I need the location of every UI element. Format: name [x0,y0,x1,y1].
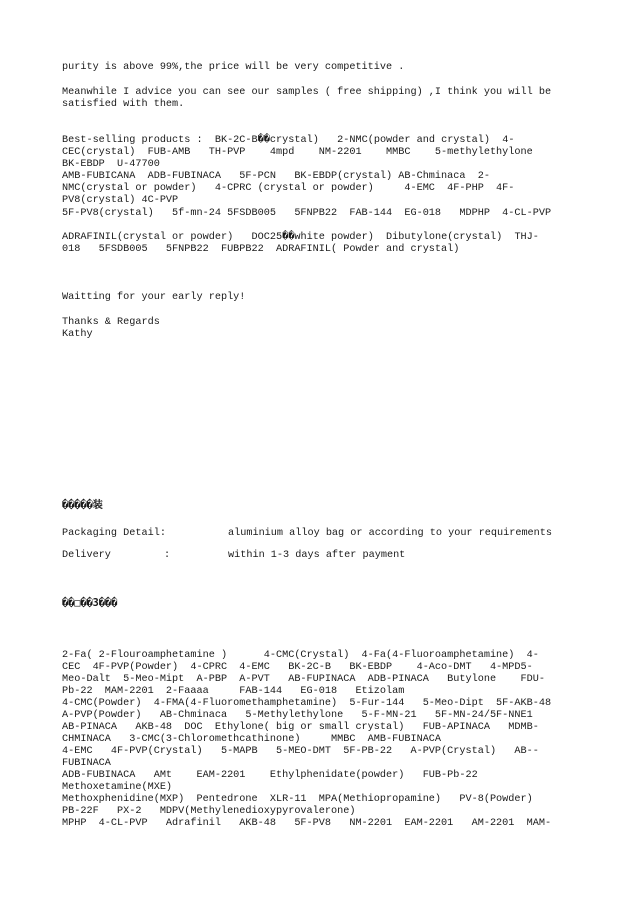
signature-name: Kathy [62,329,93,340]
delivery-label: Delivery [62,550,111,561]
best-selling-line: CEC(crystal) FUB-AMB TH-PVP 4mpd NM-2201 MMBC 5-methylethylone [62,147,533,158]
regards-line: Thanks & Regards [62,317,160,328]
product-line: PB-22F PX-2 MDPV(Methylenedioxypyrovalerone) [62,806,356,817]
delivery-value: within 1-3 days after payment [228,550,406,561]
samples-line-1: Meanwhile I advice you can see our samples ( free shipping) ,I think you will be [62,87,552,98]
purity-line: purity is above 99%,the price will be very competitive . [62,62,405,73]
product-line: 2-Fa( 2-Flouroamphetamine ) 4-CMC(Crystal) 4-Fa(4-Fluoroamphetamine) 4- [62,650,539,661]
best-selling-line: 018 5FSDB005 5FNPB22 FUBPB22 ADRAFINIL( Powder and crystal) [62,244,460,255]
packaging-value: aluminium alloy bag or according to your requirements [228,528,553,539]
product-line: 4-CMC(Powder) 4-FMA(4-Fluoromethamphetamine) 5-Fur-144 5-Meo-Dipt 5F-AKB-48 [62,698,552,709]
product-line: CHMINACA 3-CMC(3-Chloromethcathinone) MMBC AMB-FUBINACA [62,734,442,745]
best-selling-line: PV8(crystal) 4C-PVP [62,195,179,206]
best-selling-line: 5F-PV8(crystal) 5f-mn-24 5FSDB005 5FNPB22 FAB-144 EG-018 MDPHP 4-CL-PVP [62,208,552,219]
product-line: MPHP 4-CL-PVP Adrafinil AKB-48 5F-PV8 NM-2201 EAM-2201 AM-2201 MAM- [62,818,552,829]
packaging-label: Packaging Detail: [62,528,166,539]
product-line: AB-PINACA AKB-48 DOC Ethylone( big or small crystal) FUB-APINACA MDMB- [62,722,539,733]
product-line: ADB-FUBINACA AMt EAM-2201 Ethylphenidate(powder) FUB-Pb-22 [62,770,478,781]
product-line: A-PVP(Powder) AB-Chminaca 5-Methylethylone 5-F-MN-21 5F-MN-24/5F-NNE1 [62,710,533,721]
product-line: 4-EMC 4F-PVP(Crystal) 5-MAPB 5-MEO-DMT 5F-PB-22 A-PVP(Crystal) AB-- [62,746,539,757]
section-heading: �����装 [62,500,103,511]
product-line: Methoxetamine(MXE) [62,782,173,793]
best-selling-line: NMC(crystal or powder) 4-CPRC (crystal or powder) 4-EMC 4F-PHP 4F- [62,183,515,194]
product-line: CEC 4F-PVP(Powder) 4-CPRC 4-EMC BK-2C-B BK-EBDP 4-Aco-DMT 4-MPD5- [62,662,533,673]
product-line: FUBINACA [62,758,111,769]
best-selling-line: BK-EBDP U-47700 [62,159,160,170]
section-heading: ��□��3��� [62,598,118,609]
best-selling-line: AMB-FUBICANA ADB-FUBINACA 5F-PCN BK-EBDP(crystal) AB-Chminaca 2- [62,171,490,182]
product-line: Methoxphenidine(MXP) Pentedrone XLR-11 MPA(Methiopropamine) PV-8(Powder) [62,794,533,805]
delivery-colon: : [164,550,171,561]
samples-line-2: satisfied with them. [62,99,185,110]
best-selling-line: ADRAFINIL(crystal or powder) DOC25��white powder) Dibutylone(crystal) THJ- [62,232,539,243]
product-line: Meo-Dalt 5-Meo-Mipt A-PBP A-PVT AB-FUPINACA ADB-PINACA Butylone FDU- [62,674,545,685]
waiting-line: Waitting for your early reply! [62,292,246,303]
product-line: Pb-22 MAM-2201 2-Faaaa FAB-144 EG-018 Etizolam [62,686,405,697]
best-selling-line: Best-selling products : BK-2C-B��crystal) 2-NMC(powder and crystal) 4- [62,135,515,146]
